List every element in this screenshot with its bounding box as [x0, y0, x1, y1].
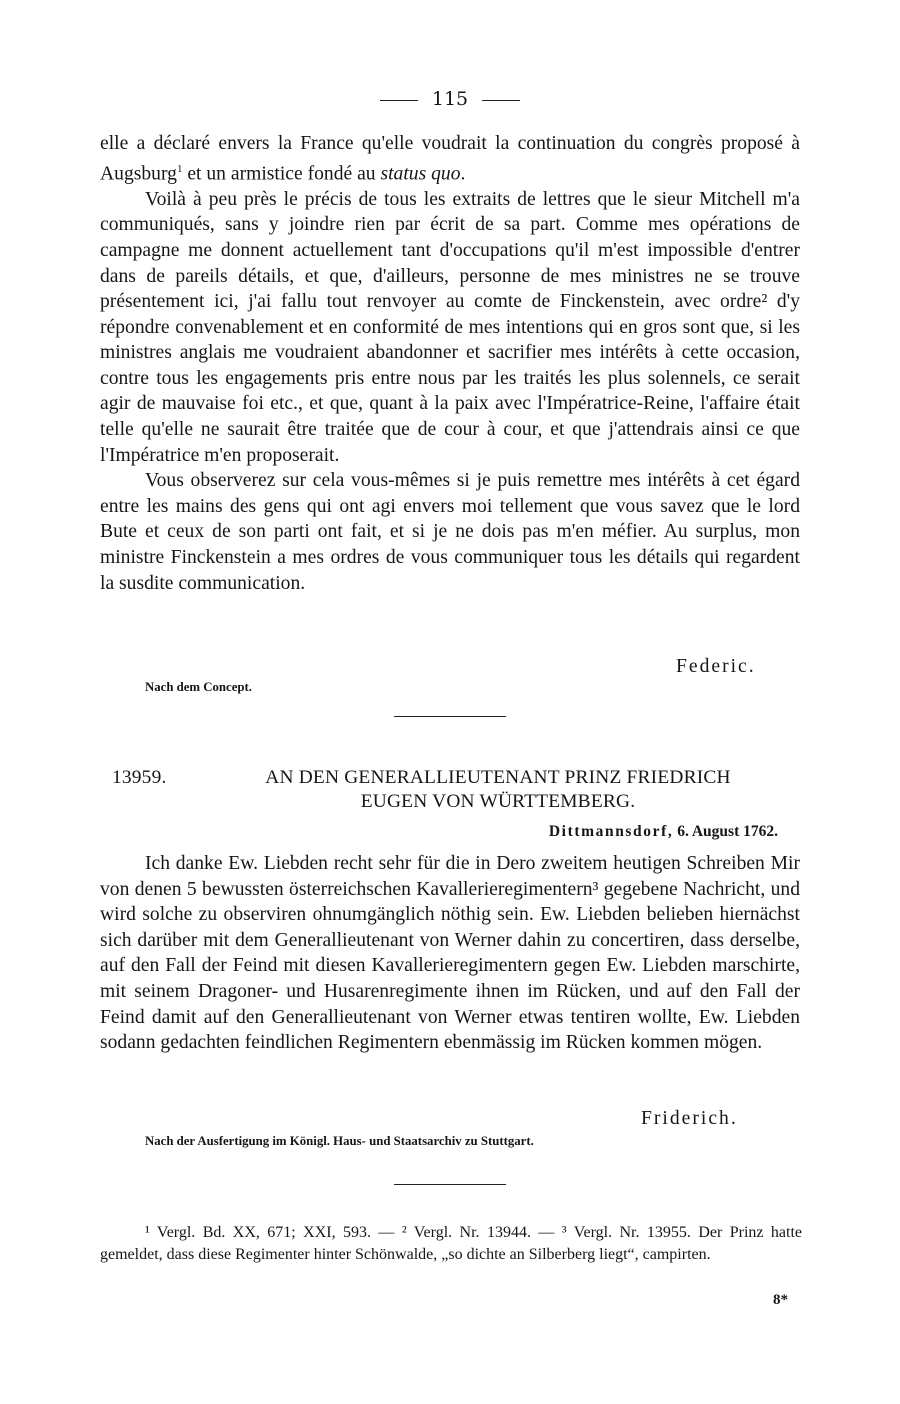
letter-number: 13959.: [112, 767, 167, 788]
p1-text: elle a déclaré envers la France qu'elle voudrait la continuation du congrès proposé à Augsburg: [100, 133, 800, 185]
sheet-signature-mark: 8*: [773, 1292, 788, 1308]
heading-line-2: EUGEN VON WÜRTTEMBERG.: [360, 791, 636, 812]
letter-1-paragraph-3: Vous observerez sur cela vous-mêmes si je puis remettre mes intérêts à cet égard entre les mains des gens qui ont agi envers moi tellement que vous savez que le lord Bute et ceux de son parti ont fait, et si je ne dois pas m'en méfier. Au surplus, mon ministre Finckenstein a mes ordres de vous communiquer tous les détails qui regardent la susdite communication.: [100, 470, 800, 594]
footnotes: [100, 1222, 802, 1266]
letter-2-body: [100, 851, 800, 1056]
page-number: 115: [431, 88, 469, 110]
section-divider: [394, 716, 506, 717]
dateline: [549, 823, 778, 841]
heading-line-1: AN DEN GENERALLIEUTENANT PRINZ FRIEDRICH: [265, 767, 731, 788]
footnote-text: ¹ Vergl. Bd. XX, 671; XXI, 593. — ² Vergl. Nr. 13944. — ³ Vergl. Nr. 13955. Der Prinz hatte gemeldet, dass diese Regimenter hinter Schönwalde, „so dichte an Silberberg liegt“, campirten.: [100, 1224, 802, 1263]
footnote-ref-1: 1: [176, 162, 183, 175]
header-dash-right: [482, 100, 520, 101]
letter-1-paragraph-1: [100, 131, 800, 187]
dateline-place: Dittmannsdorf,: [548, 823, 674, 840]
letter-1-body: [100, 131, 800, 596]
p1-italic: status quo: [380, 163, 461, 185]
p1-text-mid: et un armistice fondé au: [182, 163, 381, 185]
letter-1-paragraph-2: Voilà à peu près le précis de tous les extraits de lettres que le sieur Mitchell m'a communiqués, sans y joindre rien par écrit de sa part. Comme mes opérations de campagne me donnent actuellement tant d'occupations qu'il m'est impossible d'entrer dans de pareils détails, et que, d'ailleurs, personne de mes ministres ne se trouve présentement ici, j'ai fallu tout renvoyer au comte de Finckenstein, avec ordre² d'y répondre convenablement et en conformité de mes intentions qui en gros sont que, si les ministres anglais me voudraient abandonner et sacrifier mes intérêts à cette occasion, contre tous les engagements pris entre nous par les traités les plus solennels, ce serait agir de mauvaise foi etc., et que, quant à la paix avec l'Impératrice-Reine, l'affaire était telle qu'elle ne saurait être traitée que de cour à cour, et que j'attendrais ainsi ce que l'Impératrice m'en proposerait.: [100, 188, 800, 466]
p1-text-end: .: [460, 163, 466, 185]
page-header: [0, 88, 900, 110]
letter-2-paragraph: Ich danke Ew. Liebden recht sehr für die in Dero zweitem heutigen Schreiben Mir von denen 5 bewussten österreichschen Kavallerieregimentern³ gegebene Nachricht, und wird solche zu observiren ohnumgänglich nöthig sein. Ew. Liebden belieben hiernächst sich darüber mit dem Generallieutenant von Werner dahin zu concertiren, dass derselbe, auf den Fall der Feind mit diesen Kavallerieregimentern gegen Ew. Liebden marschirte, mit seinem Dragoner- und Husarenregimente ihnen im Rücken, und auf den Fall der Feind damit auf den Generallieutenant von Werner etwas tentiren wollte, Ew. Liebden sodann gedachten feindlichen Regimentern ebenmässig im Rücken kommen mögen.: [100, 853, 800, 1054]
dateline-date: 6. August 1762.: [677, 823, 778, 840]
source-note-2: Nach der Ausfertigung im Königl. Haus- und Staatsarchiv zu Stuttgart.: [145, 1134, 534, 1148]
letter-2-heading: [100, 766, 800, 814]
signature-federic: Federic.: [676, 656, 756, 677]
signature-friderich: Friderich.: [641, 1108, 738, 1129]
source-note-1: Nach dem Concept.: [145, 680, 252, 694]
footnote-divider: [394, 1184, 506, 1185]
header-dash-left: [380, 100, 418, 101]
